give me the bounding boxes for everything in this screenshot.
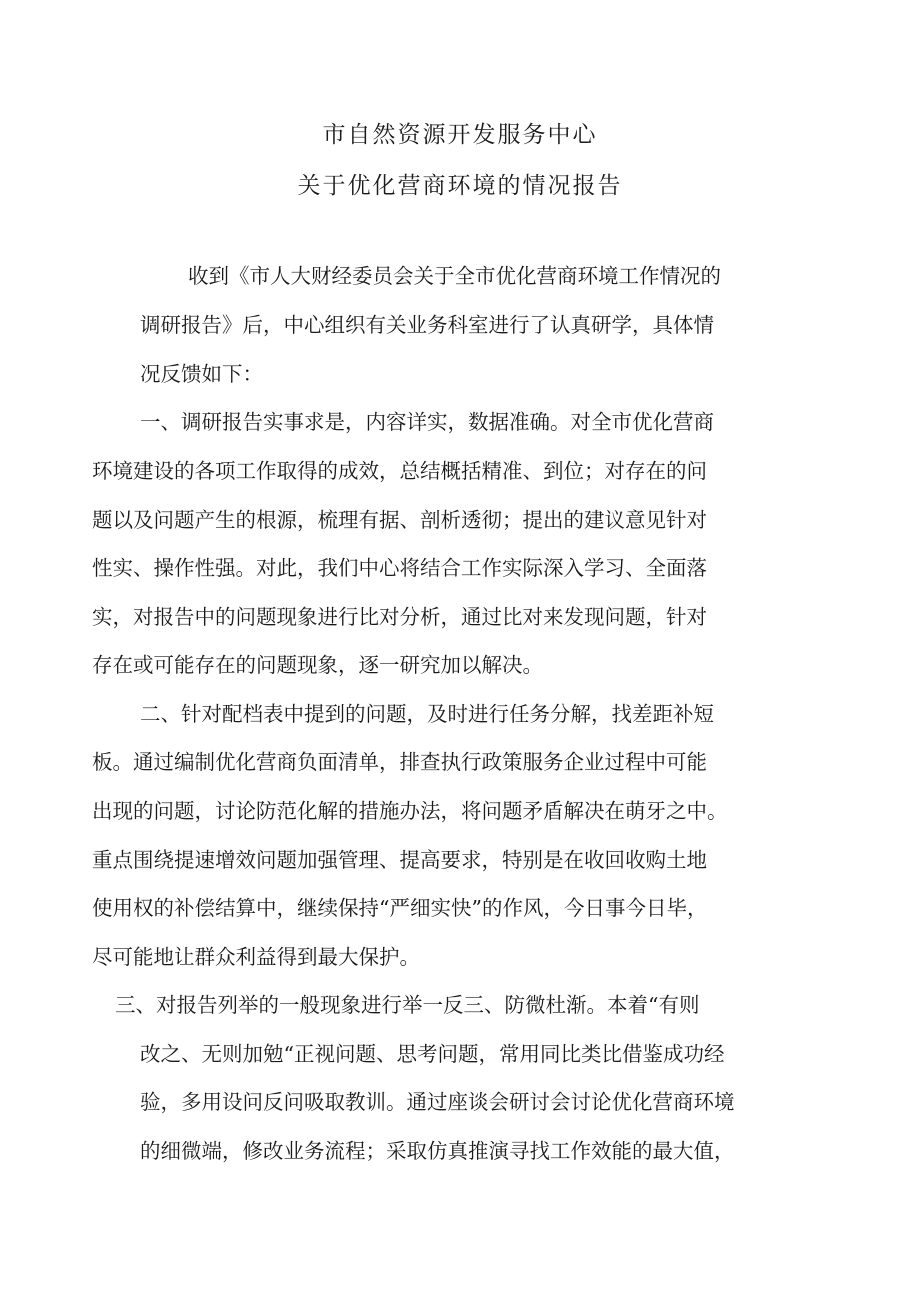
section3-line: 验，多用设问反问吸取教训。通过座谈会研讨会讨论优化营商环境 xyxy=(140,1090,735,1114)
document-title-line-1: 市自然资源开发服务中心 xyxy=(322,122,598,148)
intro-line: 调研报告》后，中心组织有关业务科室进行了认真研学，具体情 xyxy=(140,313,714,337)
section2-line: 板。通过编制优化营商负面清单，排查执行政策服务企业过程中可能 xyxy=(92,750,707,774)
section2-line: 重点围绕提速增效问题加强管理、提高要求，特别是在收回收购土地 xyxy=(92,848,707,872)
section3-line: 三、对报告列举的一般现象进行举一反三、防微杜渐。本着“有则 xyxy=(115,993,700,1017)
section1-line: 性实、操作性强。对此，我们中心将结合工作实际深入学习、全面落 xyxy=(92,556,707,580)
section1-line: 题以及问题产生的根源，梳理有据、剖析透彻；提出的建议意见针对 xyxy=(92,508,707,532)
section1-line: 实，对报告中的问题现象进行比对分析，通过比对来发现问题，针对 xyxy=(92,605,707,629)
section3-line: 改之、无则加勉“正视问题、思考问题，常用同比类比借鉴成功经 xyxy=(140,1042,725,1066)
section2-line: 尽可能地让群众利益得到最大保护。 xyxy=(92,945,420,969)
section2-line: 使用权的补偿结算中，继续保持“严细实快”的作风，今日事今日毕， xyxy=(92,896,708,920)
document-title-line-2: 关于优化营商环境的情况报告 xyxy=(297,173,623,199)
section1-line: 存在或可能存在的问题现象，逐一研究加以解决。 xyxy=(92,653,543,677)
section2-line: 出现的问题，讨论防范化解的措施办法，将问题矛盾解决在萌牙之中。 xyxy=(92,799,728,823)
intro-line: 收到《市人大财经委员会关于全市优化营商环境工作情况的 xyxy=(188,264,721,288)
section1-line: 环境建设的各项工作取得的成效，总结概括精准、到位；对存在的问 xyxy=(92,459,707,483)
section1-line: 一、调研报告实事求是，内容详实，数据准确。对全市优化营商 xyxy=(140,410,714,434)
section3-line: 的细微端，修改业务流程；采取仿真推演寻找工作效能的最大值， xyxy=(140,1139,735,1163)
intro-line: 况反馈如下： xyxy=(140,362,263,386)
section2-line: 二、针对配档表中提到的问题，及时进行任务分解，找差距补短 xyxy=(140,702,714,726)
